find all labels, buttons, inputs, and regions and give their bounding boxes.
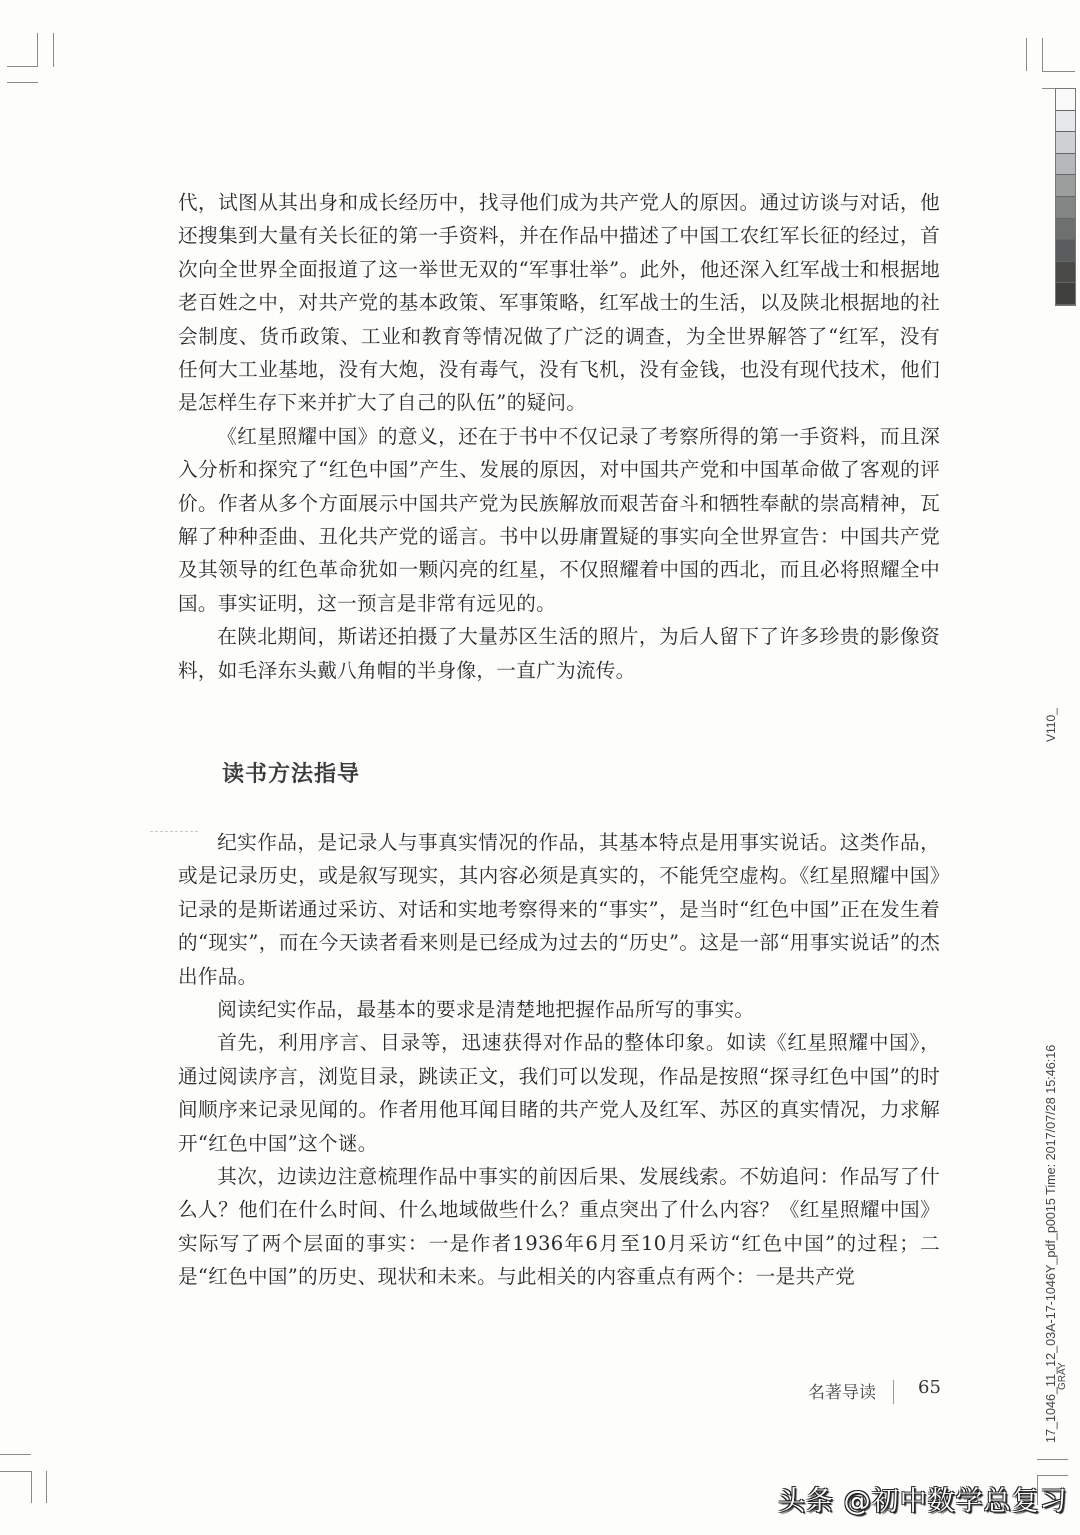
paragraph: 纪实作品，是记录人与事真实情况的作品，其基本特点是用事实说话。这类作品，或是记录历史，或是叙写现实，其内容必须是真实的，不能凭空虚构。《红星照耀中国》记录的是斯诺通过采访、对话和实地考察得来的“事实”，是当时“红色中国”正在发生着的“现实”，而在今天读者看来则是已经成为过去的“历史”。这是一部“用事实说话”的杰出作品。 [178, 831, 940, 988]
page-number: 65 [918, 1377, 941, 1398]
crop-mark [7, 66, 38, 67]
paragraph: 其次，边读边注意梳理作品中事实的前因后果、发展线索。不妨追问：作品写了什么人？他们在什么时间、什么地域做些什么？重点突出了什么内容？《红星照耀中国》实际写了两个层面的事实：一是作者1936年6月至10月采访“红色中国”的过程；二是“红色中国”的历史、现状和未来。与此相关的内容重点有两个：一是共产党 [178, 1165, 940, 1289]
watermark: 头条 @初中数学总复习 [778, 1486, 1068, 1517]
crop-mark [7, 82, 38, 83]
printer-slug-version: V110_ [1044, 708, 1058, 742]
paragraph: 在陕北期间，斯诺还拍摄了大量苏区生活的照片，为后人留下了许多珍贵的影像资料，如毛泽东头戴八角帽的半身像，一直广为流传。 [178, 625, 940, 682]
crop-mark [1037, 1459, 1068, 1460]
crop-mark [1037, 1475, 1068, 1476]
running-footer-title: 名著导读 [808, 1383, 876, 1403]
crop-mark [0, 1471, 31, 1472]
crop-mark [46, 1471, 47, 1503]
footer-divider [893, 1380, 894, 1404]
section-title: 读书方法指导 [222, 762, 361, 787]
paragraph: 代，试图从其出身和成长经历中，找寻他们成为共产党人的原因。通过访谈与对话，他还搜集到大量有关长征的第一手资料，并在作品中描述了中国工农红军长征的经过，首次向全世界全面报道了这一举世无双的“军事壮举”。此外，他还深入红军战士和根据地老百姓之中，对共产党的基本政策、军事策略，红军战士的生活，以及陕北根据地的社会制度、货币政策、工业和教育等情况做了广泛的调查，为全世界解答了“红军，没有任何大工业基地，没有大炮，没有毒气，没有飞机，没有金钱，也没有现代技术，他们是怎样生存下来并扩大了自己的队伍”的疑问。 [178, 191, 940, 415]
crop-mark [0, 1454, 31, 1455]
paragraph: 阅读纪实作品，最基本的要求是清楚地把握作品所写的事实。 [217, 998, 755, 1022]
crop-mark [1042, 38, 1043, 71]
crop-mark [1042, 71, 1075, 72]
printer-slug: 17_1046_11_12_03A-17-1046Y_pdf_p0015 Time: 2017/07/28 15:46:16 [1044, 1044, 1058, 1443]
body-text-top [178, 186, 940, 687]
gray-scale-strip [1055, 88, 1076, 306]
paragraph: 首先，利用序言、目录等，迅速获得对作品的整体印象。如读《红星照耀中国》，通过阅读序言，浏览目录，跳读正文，我们可以发现，作品是按照“探寻红色中国”的时间顺序来记录见闻的。作者用他耳闻目睹的共产党人及红军、苏区的真实情况，力求解开“红色中国”这个谜。 [178, 1031, 940, 1155]
crop-mark [1042, 88, 1056, 89]
body-text-bottom [178, 826, 940, 1294]
printer-slug-gray: GRAY [1057, 1362, 1068, 1390]
crop-mark [53, 33, 54, 67]
paragraph: 《红星照耀中国》的意义，还在于书中不仅记录了考察所得的第一手资料，而且深入分析和探究了“红色中国”产生、发展的原因，对中国共产党和中国革命做了客观的评价。作者从多个方面展示中国共产党为民族解放而艰苦奋斗和牺牲奉献的崇高精神，瓦解了种种歪曲、丑化共产党的谣言。书中以毋庸置疑的事实向全世界宣告：中国共产党及其领导的红色革命犹如一颗闪亮的红星，不仅照耀着中国的西北，而且必将照耀全中国。事实证明，这一预言是非常有远见的。 [178, 424, 940, 615]
crop-mark [37, 33, 38, 67]
crop-mark [31, 1471, 32, 1503]
crop-mark [1026, 38, 1027, 71]
